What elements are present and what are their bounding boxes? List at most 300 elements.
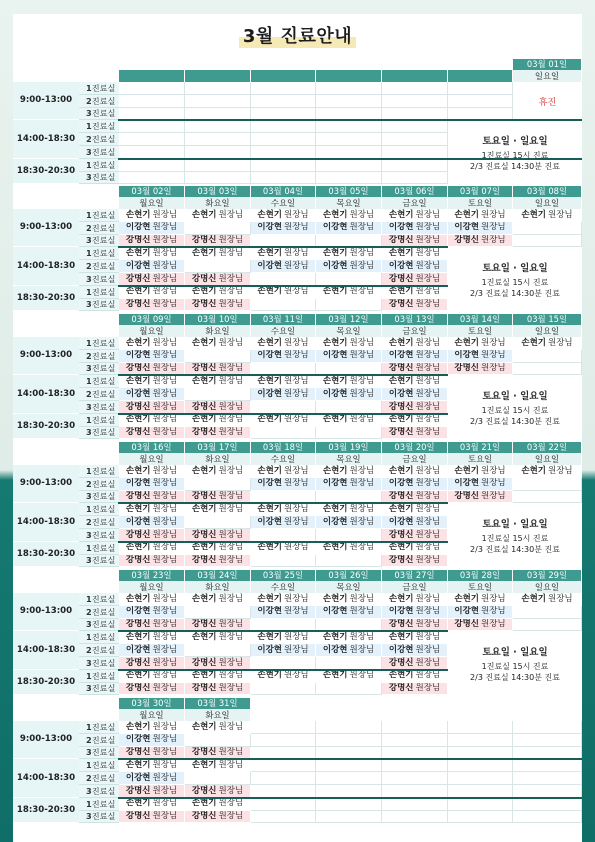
room-label <box>79 811 119 824</box>
doctor-cell <box>513 593 582 606</box>
doctor-cell <box>251 388 316 401</box>
room-word: 진료실 <box>91 619 116 630</box>
day-header: 토요일 <box>448 453 513 465</box>
room-number: 1 <box>86 121 92 132</box>
room-label <box>79 657 119 670</box>
day-header: 화요일 <box>185 197 251 209</box>
slot-separator <box>118 285 448 287</box>
doctor-title: 원장님 <box>415 222 441 233</box>
room-number: 1 <box>86 504 92 515</box>
room-word: 진료실 <box>91 644 116 655</box>
doctor-cell <box>251 350 316 363</box>
doctor-title: 원장님 <box>218 376 244 387</box>
day-header: 토요일 <box>448 325 513 337</box>
room-number: 2 <box>86 478 92 489</box>
doctor-cell <box>382 593 448 606</box>
day-header <box>316 709 382 721</box>
day-header <box>448 709 513 721</box>
room-label <box>79 619 119 632</box>
day-header: 금요일 <box>382 453 448 465</box>
doctor-name: 이강현 <box>322 222 348 233</box>
doctor-cell <box>119 478 185 491</box>
doctor-title: 원장님 <box>152 222 178 233</box>
time-slot-label: 14:00-18:30 <box>13 375 79 413</box>
time-slot-label: 18:30-20:30 <box>13 286 79 312</box>
room-word: 진료실 <box>91 273 116 284</box>
day-header: 일요일 <box>513 197 582 209</box>
weekend-note-line1: 1진료실 15시 진료 <box>481 277 549 287</box>
doctor-cell <box>251 593 316 606</box>
doctor-name: 손현기 <box>322 209 348 220</box>
doctor-cell <box>251 260 316 273</box>
day-header: 화요일 <box>185 325 251 337</box>
empty-cell <box>185 734 251 747</box>
doctor-title: 원장님 <box>349 209 375 220</box>
doctor-title: 원장님 <box>218 529 244 540</box>
empty-cell <box>119 172 185 185</box>
doctor-name: 강명신 <box>191 683 217 694</box>
room-number: 1 <box>86 376 92 387</box>
doctor-name: 강명신 <box>388 491 414 502</box>
empty-cell <box>119 159 185 172</box>
weekend-note-title: 토요일 · 일요일 <box>482 262 548 274</box>
header-blank <box>13 314 119 337</box>
empty-cell <box>251 721 316 734</box>
doctor-name: 손현기 <box>125 248 151 259</box>
doctor-title: 원장님 <box>284 376 309 387</box>
doctor-name: 강명신 <box>125 555 151 566</box>
doctor-title: 원장님 <box>481 209 506 220</box>
empty-cell <box>316 555 382 568</box>
doctor-name: 손현기 <box>125 414 151 425</box>
date-header <box>185 59 251 70</box>
empty-cell <box>119 133 185 146</box>
doctor-name: 손현기 <box>191 670 217 681</box>
doctor-title: 원장님 <box>415 516 441 527</box>
doctor-cell <box>119 414 185 427</box>
doctor-cell <box>382 375 448 388</box>
room-label <box>79 235 119 248</box>
doctor-title: 원장님 <box>152 337 178 348</box>
doctor-title: 원장님 <box>415 632 441 643</box>
doctor-name: 이강현 <box>322 388 348 399</box>
doctor-title: 원장님 <box>415 504 441 515</box>
doctor-name: 이강현 <box>388 644 414 655</box>
room-number: 3 <box>86 683 92 694</box>
doctor-cell <box>382 478 448 491</box>
doctor-name: 이강현 <box>125 772 151 783</box>
doctor-title: 원장님 <box>349 376 375 387</box>
doctor-name: 강명신 <box>388 235 414 246</box>
room-label <box>79 593 119 606</box>
room-number: 3 <box>86 529 92 540</box>
room-label <box>79 209 119 222</box>
doctor-name: 강명신 <box>125 363 151 374</box>
doctor-name: 강명신 <box>125 273 151 284</box>
empty-cell <box>119 82 185 95</box>
doctor-title: 원장님 <box>218 760 244 771</box>
doctor-title: 원장님 <box>415 478 441 489</box>
empty-cell <box>251 734 316 747</box>
doctor-name: 손현기 <box>257 542 282 553</box>
doctor-title: 원장님 <box>218 619 244 630</box>
doctor-cell <box>119 299 185 312</box>
doctor-title: 원장님 <box>284 248 309 259</box>
doctor-cell <box>448 363 513 376</box>
doctor-name: 강명신 <box>125 299 151 310</box>
doctor-cell <box>185 337 251 350</box>
doctor-name: 이강현 <box>388 606 414 617</box>
empty-cell <box>185 260 251 273</box>
date-header <box>448 59 513 70</box>
doctor-title: 원장님 <box>415 235 441 246</box>
doctor-title: 원장님 <box>152 670 178 681</box>
doctor-name: 손현기 <box>257 286 282 297</box>
date-header <box>251 698 316 709</box>
day-header: 목요일 <box>316 581 382 593</box>
room-label <box>79 721 119 734</box>
room-label <box>79 95 119 108</box>
date-header: 03월 25일 <box>251 570 316 581</box>
date-header: 03월 18일 <box>251 442 316 453</box>
slot-separator <box>118 630 448 632</box>
room-label <box>79 734 119 747</box>
doctor-cell <box>119 683 185 696</box>
doctor-title: 원장님 <box>349 606 375 617</box>
room-label <box>79 247 119 260</box>
doctor-name: 손현기 <box>388 286 414 297</box>
doctor-cell <box>185 209 251 222</box>
doctor-name: 손현기 <box>125 593 151 604</box>
doctor-title: 원장님 <box>218 248 244 259</box>
room-number: 2 <box>86 644 92 655</box>
doctor-name: 이강현 <box>322 260 348 271</box>
date-header <box>513 698 582 709</box>
doctor-title: 원장님 <box>415 593 441 604</box>
doctor-cell <box>316 209 382 222</box>
time-slot-label: 14:00-18:30 <box>13 759 79 797</box>
empty-cell <box>316 427 382 440</box>
doctor-name: 강명신 <box>191 491 217 502</box>
doctor-name: 손현기 <box>257 632 282 643</box>
doctor-title: 원장님 <box>415 644 441 655</box>
doctor-name: 이강현 <box>388 516 414 527</box>
doctor-name: 이강현 <box>125 478 151 489</box>
doctor-name: 손현기 <box>125 504 151 515</box>
empty-cell <box>185 95 251 108</box>
doctor-title: 원장님 <box>152 350 178 361</box>
doctor-title: 원장님 <box>218 299 244 310</box>
room-label <box>79 465 119 478</box>
day-header: 목요일 <box>316 453 382 465</box>
weekend-note-title: 토요일 · 일요일 <box>482 390 548 402</box>
doctor-cell <box>251 465 316 478</box>
day-header <box>382 709 448 721</box>
doctor-name: 강명신 <box>191 619 217 630</box>
doctor-cell <box>119 209 185 222</box>
room-label <box>79 478 119 491</box>
empty-cell <box>316 759 382 772</box>
time-slot-label: 9:00-13:00 <box>13 82 79 120</box>
header-blank <box>13 59 119 82</box>
room-word: 진료실 <box>91 670 116 681</box>
doctor-title: 원장님 <box>218 465 244 476</box>
doctor-cell <box>316 606 382 619</box>
room-word: 진료실 <box>91 363 116 374</box>
doctor-title: 원장님 <box>152 657 178 668</box>
room-word: 진료실 <box>91 350 116 361</box>
room-word: 진료실 <box>91 606 116 617</box>
room-word: 진료실 <box>91 465 116 476</box>
doctor-title: 원장님 <box>152 260 178 271</box>
date-header: 03월 30일 <box>119 698 185 709</box>
doctor-title: 원장님 <box>218 798 244 809</box>
doctor-name: 강명신 <box>125 491 151 502</box>
room-word: 진료실 <box>91 811 116 822</box>
weekend-note-line2: 2/3 진료실 14:30분 진료 <box>470 672 560 682</box>
doctor-name: 손현기 <box>257 376 282 387</box>
date-header: 03월 13일 <box>382 314 448 325</box>
day-header: 화요일 <box>185 581 251 593</box>
doctor-name: 손현기 <box>125 721 151 732</box>
empty-cell <box>513 222 582 235</box>
room-number: 1 <box>86 465 92 476</box>
doctor-title: 원장님 <box>415 337 441 348</box>
room-number: 2 <box>86 222 92 233</box>
doctor-name: 이강현 <box>125 222 151 233</box>
date-header <box>119 59 185 70</box>
doctor-name: 이강현 <box>257 516 282 527</box>
empty-cell <box>316 133 382 146</box>
doctor-name: 이강현 <box>454 222 479 233</box>
schedule-card <box>13 14 582 842</box>
page-title: 3월 진료안내 <box>239 22 356 48</box>
doctor-cell <box>119 542 185 555</box>
room-label <box>79 120 119 133</box>
doctor-cell <box>448 465 513 478</box>
doctor-name: 강명신 <box>191 427 217 438</box>
doctor-name: 손현기 <box>388 670 414 681</box>
room-label <box>79 286 119 299</box>
doctor-title: 원장님 <box>284 465 309 476</box>
room-number: 1 <box>86 593 92 604</box>
room-label <box>79 503 119 516</box>
slot-separator <box>118 413 448 415</box>
doctor-title: 원장님 <box>349 504 375 515</box>
doctor-name: 강명신 <box>388 683 414 694</box>
doctor-title: 원장님 <box>218 542 244 553</box>
room-word: 진료실 <box>91 427 116 438</box>
doctor-cell <box>382 247 448 260</box>
empty-cell <box>251 772 316 785</box>
doctor-cell <box>316 516 382 529</box>
room-word: 진료실 <box>91 785 116 796</box>
doctor-name: 손현기 <box>257 209 282 220</box>
room-word: 진료실 <box>91 555 116 566</box>
empty-cell <box>185 222 251 235</box>
doctor-title: 원장님 <box>415 299 441 310</box>
room-number: 3 <box>86 785 92 796</box>
date-header: 03월 29일 <box>513 570 582 581</box>
doctor-title: 원장님 <box>152 785 178 796</box>
date-header <box>316 698 382 709</box>
empty-cell <box>185 159 251 172</box>
day-header <box>185 70 251 82</box>
doctor-name: 손현기 <box>125 798 151 809</box>
room-label <box>79 631 119 644</box>
weekend-note-line2: 2/3 진료실 14:30분 진료 <box>470 161 560 171</box>
date-header: 03월 03일 <box>185 186 251 197</box>
room-number: 1 <box>86 414 92 425</box>
doctor-title: 원장님 <box>415 542 441 553</box>
empty-cell <box>185 478 251 491</box>
doctor-name: 이강현 <box>322 644 348 655</box>
date-header: 03월 17일 <box>185 442 251 453</box>
doctor-title: 원장님 <box>284 209 309 220</box>
doctor-title: 원장님 <box>349 222 375 233</box>
doctor-name: 강명신 <box>125 785 151 796</box>
doctor-title: 원장님 <box>415 273 441 284</box>
room-number: 3 <box>86 172 92 183</box>
date-header: 03월 26일 <box>316 570 382 581</box>
doctor-cell <box>382 427 448 440</box>
doctor-cell <box>316 350 382 363</box>
doctor-title: 원장님 <box>152 273 178 284</box>
doctor-cell <box>316 260 382 273</box>
day-header: 일요일 <box>513 325 582 337</box>
room-word: 진료실 <box>91 491 116 502</box>
doctor-title: 원장님 <box>152 516 178 527</box>
room-label <box>79 772 119 785</box>
doctor-title: 원장님 <box>349 414 375 425</box>
room-number: 1 <box>86 159 92 170</box>
date-header: 03월 01일 <box>513 59 582 70</box>
doctor-cell <box>251 247 316 260</box>
room-label <box>79 683 119 696</box>
doctor-cell <box>251 222 316 235</box>
day-header: 화요일 <box>185 709 251 721</box>
room-number: 1 <box>86 248 92 259</box>
doctor-title: 원장님 <box>284 388 309 399</box>
empty-cell <box>382 759 448 772</box>
doctor-cell <box>513 209 582 222</box>
doctor-name: 손현기 <box>454 465 479 476</box>
doctor-cell <box>316 631 382 644</box>
doctor-cell <box>382 516 448 529</box>
doctor-name: 이강현 <box>388 222 414 233</box>
doctor-cell <box>185 811 251 824</box>
doctor-name: 이강현 <box>388 350 414 361</box>
doctor-title: 원장님 <box>415 619 441 630</box>
date-header: 03월 16일 <box>119 442 185 453</box>
doctor-cell <box>185 721 251 734</box>
date-header: 03월 11일 <box>251 314 316 325</box>
doctor-cell <box>316 247 382 260</box>
room-label <box>79 401 119 414</box>
doctor-name: 손현기 <box>521 465 546 476</box>
day-header: 일요일 <box>513 581 582 593</box>
doctor-title: 원장님 <box>284 350 309 361</box>
room-word: 진료실 <box>91 542 116 553</box>
doctor-cell <box>382 503 448 516</box>
room-number: 2 <box>86 734 92 745</box>
empty-cell <box>185 120 251 133</box>
doctor-title: 원장님 <box>284 286 309 297</box>
doctor-title: 원장님 <box>152 286 178 297</box>
doctor-title: 원장님 <box>284 542 309 553</box>
day-header <box>251 709 316 721</box>
doctor-title: 원장님 <box>152 644 178 655</box>
empty-cell <box>119 95 185 108</box>
doctor-cell <box>119 670 185 683</box>
room-number: 2 <box>86 260 92 271</box>
room-number: 1 <box>86 760 92 771</box>
date-header <box>382 59 448 70</box>
room-word: 진료실 <box>91 260 116 271</box>
doctor-name: 강명신 <box>191 299 217 310</box>
holiday-label: 휴진 <box>538 97 557 108</box>
day-header: 일요일 <box>513 453 582 465</box>
room-label <box>79 363 119 376</box>
room-label <box>79 606 119 619</box>
slot-separator <box>118 374 448 376</box>
time-slot-label: 9:00-13:00 <box>13 593 79 631</box>
empty-cell <box>185 172 251 185</box>
doctor-cell <box>316 286 382 299</box>
room-number: 3 <box>86 146 92 157</box>
doctor-cell <box>185 414 251 427</box>
date-header: 03월 24일 <box>185 570 251 581</box>
empty-cell <box>316 683 382 696</box>
weekend-note-title: 토요일 · 일요일 <box>482 518 548 530</box>
weekend-note-title: 토요일 · 일요일 <box>482 646 548 658</box>
doctor-cell <box>251 209 316 222</box>
doctor-title: 원장님 <box>218 747 244 758</box>
doctor-name: 이강현 <box>257 644 282 655</box>
doctor-title: 원장님 <box>152 747 178 758</box>
day-header: 수요일 <box>251 197 316 209</box>
empty-cell <box>382 172 448 185</box>
room-label <box>79 172 119 185</box>
room-label <box>79 516 119 529</box>
room-word: 진료실 <box>91 388 116 399</box>
empty-cell <box>251 798 316 811</box>
doctor-title: 원장님 <box>218 414 244 425</box>
room-number: 3 <box>86 657 92 668</box>
doctor-cell <box>185 631 251 644</box>
doctor-cell <box>119 337 185 350</box>
doctor-cell <box>382 670 448 683</box>
doctor-title: 원장님 <box>349 337 375 348</box>
doctor-cell <box>448 478 513 491</box>
date-header: 03월 27일 <box>382 570 448 581</box>
room-number: 1 <box>86 337 92 348</box>
room-number: 3 <box>86 235 92 246</box>
doctor-cell <box>119 593 185 606</box>
doctor-cell <box>316 503 382 516</box>
doctor-name: 강명신 <box>454 619 479 630</box>
date-header: 03월 23일 <box>119 570 185 581</box>
doctor-cell <box>316 593 382 606</box>
doctor-title: 원장님 <box>349 350 375 361</box>
room-word: 진료실 <box>91 632 116 643</box>
empty-cell <box>513 721 582 734</box>
time-slot-label: 14:00-18:30 <box>13 631 79 669</box>
doctor-name: 이강현 <box>388 478 414 489</box>
empty-cell <box>513 491 582 504</box>
doctor-name: 이강현 <box>125 644 151 655</box>
doctor-cell <box>382 631 448 644</box>
